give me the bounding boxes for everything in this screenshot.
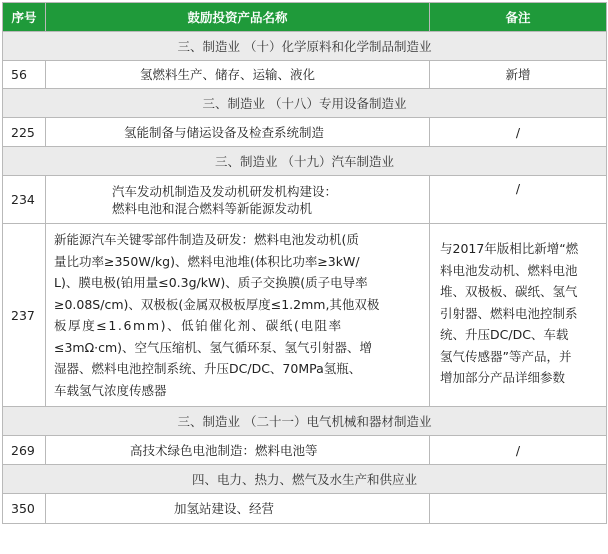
row-product	[46, 118, 430, 147]
row-seq: 225	[3, 118, 46, 147]
header-row	[3, 3, 607, 32]
row-product	[46, 61, 430, 89]
table-row	[3, 61, 607, 89]
investment-catalog-table	[2, 2, 607, 524]
table-row	[3, 118, 607, 147]
section-row	[3, 407, 607, 436]
row-note: /	[430, 118, 607, 147]
product-line: 高技术绿色电池制造：燃料电池等	[130, 442, 318, 458]
row-note: /	[430, 436, 607, 465]
product-line: 湿器、燃料电池控制系统、升压DC/DC、70MPa氢瓶、	[54, 361, 362, 376]
section-row	[3, 89, 607, 118]
section-title: 三、制造业 （十八）专用设备制造业	[3, 89, 607, 118]
row-note: /	[430, 176, 607, 224]
header-note: 备注	[430, 3, 607, 32]
section-title: 三、制造业 （二十一）电气机械和器材制造业	[3, 407, 607, 436]
header-seq: 序号	[3, 3, 46, 32]
row-seq: 237	[3, 224, 46, 407]
table-row	[3, 436, 607, 465]
row-product	[46, 494, 430, 524]
section-title: 四、电力、热力、燃气及水生产和供应业	[3, 465, 607, 494]
note-line: 增加部分产品详细参数	[440, 370, 566, 385]
note-line: 氢气传感器”等产品，并	[440, 348, 572, 364]
row-product	[46, 224, 430, 407]
header-product: 鼓励投资产品名称	[46, 3, 430, 32]
section-row	[3, 32, 607, 61]
section-title: 三、制造业 （十九）汽车制造业	[3, 147, 607, 176]
table-row	[3, 494, 607, 524]
product-line: 车载氢气浓度传感器	[54, 382, 167, 398]
product-line: 燃料电池和混合燃料等新能源发动机	[112, 200, 313, 216]
product-line: 加氢站建设、经营	[174, 501, 275, 516]
product-line: 汽车发动机制造及发动机研发机构建设：	[112, 183, 338, 199]
section-title: 三、制造业 （十）化学原料和化学制品制造业	[3, 32, 607, 61]
note-line: 与2017年版相比新增“燃	[440, 241, 579, 256]
product-line: 氢燃料生产、储存、运输、液化	[140, 67, 316, 82]
product-line: ≤3mΩ·cm)、空气压缩机、氢气循环泵、氢气引射器、增	[54, 339, 373, 355]
product-line: 量比功率≥350W/kg)、燃料电池堆(体积比功率≥3kW/	[54, 253, 360, 269]
row-note: 新增	[430, 61, 607, 89]
row-product	[46, 176, 430, 224]
section-row	[3, 147, 607, 176]
table-row	[3, 224, 607, 407]
row-note	[430, 224, 607, 407]
section-row	[3, 465, 607, 494]
row-product	[46, 436, 430, 465]
note-line: 堆、双极板、碳纸、氢气	[440, 284, 578, 299]
product-line: 板厚度≤1.6mm)、低铂催化剂、碳纸(电阻率	[54, 318, 343, 333]
note-line: 引射器、燃料电池控制系	[440, 305, 578, 321]
product-line: ≥0.08S/cm)、双极板(金属双极板厚度≤1.2mm,其他双极	[54, 296, 380, 312]
row-seq: 269	[3, 436, 46, 465]
row-seq: 234	[3, 176, 46, 224]
note-line: 料电池发动机、燃料电池	[440, 262, 578, 278]
row-seq: 350	[3, 494, 46, 524]
row-seq: 56	[3, 61, 46, 89]
product-line: L)、膜电极(铂用量≤0.3g/kW)、质子交换膜(质子电导率	[54, 275, 368, 290]
table-row	[3, 176, 607, 224]
row-note	[430, 494, 607, 524]
note-line: 统、升压DC/DC、车载	[440, 327, 569, 342]
product-line: 新能源汽车关键零部件制造及研发：燃料电池发动机(质	[54, 232, 359, 247]
product-line: 氢能制备与储运设备及检查系统制造	[124, 124, 325, 140]
